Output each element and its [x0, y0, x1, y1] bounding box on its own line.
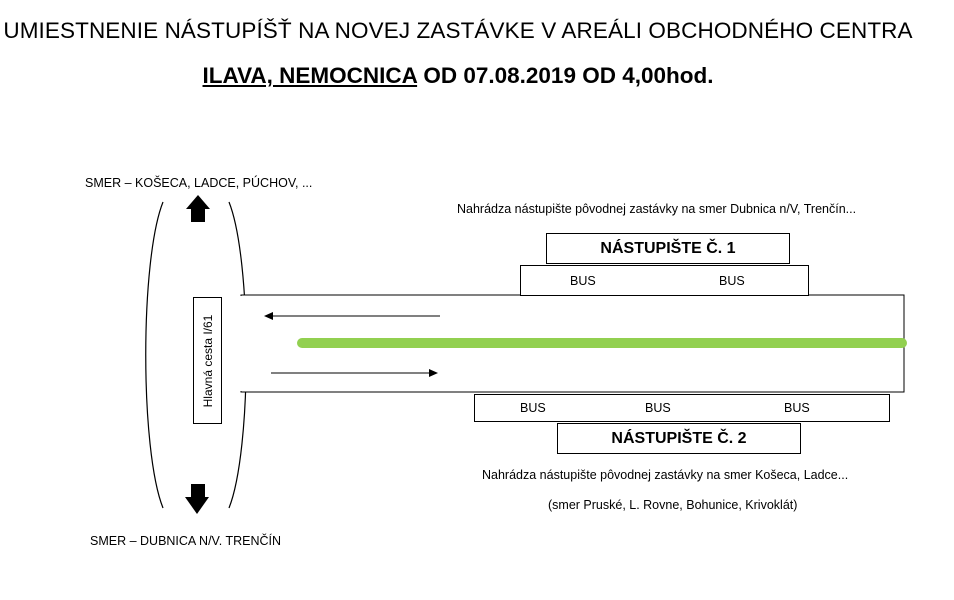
direction-north: SMER – KOŠECA, LADCE, PÚCHOV, ... [85, 176, 313, 190]
north-arrow-icon [186, 195, 210, 222]
main-road-left-edge [146, 202, 163, 508]
platform2-bus-2: BUS [645, 401, 671, 415]
platform2-bus-1: BUS [520, 401, 546, 415]
validity-text: OD 07.08.2019 OD 4,00hod. [417, 63, 714, 88]
platform2-bus-bay [474, 394, 890, 422]
platform2-note: Nahrádza nástupište pôvodnej zastávky na smer Košeca, Ladce... [482, 468, 849, 482]
stop-name: ILAVA, NEMOCNICA [202, 63, 418, 88]
platform1-label: NÁSTUPIŠTE Č. 1 [546, 233, 790, 264]
main-road-label: Hlavná cesta I/61 [200, 314, 215, 407]
platform2-bus-3: BUS [784, 401, 810, 415]
main-road-label-box [193, 297, 222, 424]
direction-south: SMER – DUBNICA N/V. TRENČÍN [90, 534, 282, 548]
platform1-bus-2: BUS [719, 274, 745, 288]
platform1-note: Nahrádza nástupište pôvodnej zastávky na smer Dubnica n/V, Trenčín... [457, 202, 857, 216]
platform1-bus-1: BUS [570, 274, 596, 288]
south-arrow-icon [185, 484, 209, 514]
title-line-1: UMIESTNENIE NÁSTUPÍŠŤ NA NOVEJ ZASTÁVKE V AREÁLI OBCHODNÉHO CENTRA [3, 18, 913, 43]
platform2-label: NÁSTUPIŠTE Č. 2 [557, 423, 801, 454]
platform1-bus-bay [520, 265, 809, 296]
platform2-note-2: (smer Pruské, L. Rovne, Bohunice, Krivoklát) [548, 498, 798, 512]
